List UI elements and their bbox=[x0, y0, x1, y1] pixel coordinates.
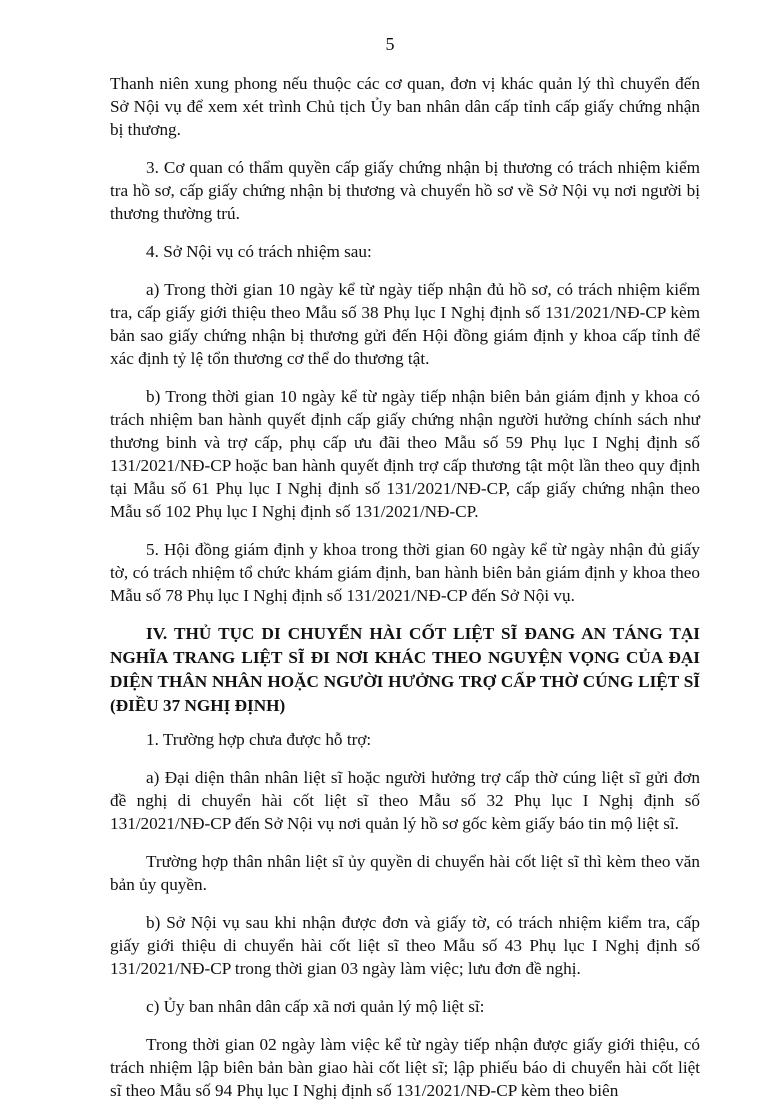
page-number: 5 bbox=[385, 34, 395, 54]
paragraph-continuation: Thanh niên xung phong nếu thuộc các cơ quan, đơn vị khác quản lý thì chuyển đến Sở Nội vụ để xem xét trình Chủ tịch Ủy ban nhân dân cấp tỉnh cấp giấy chứng nhận bị thương. bbox=[110, 74, 700, 139]
paragraph-item-3: 3. Cơ quan có thẩm quyền cấp giấy chứng nhận bị thương có trách nhiệm kiểm tra hồ sơ, cấp giấy chứng nhận bị thương và chuyển hồ sơ về Sở Nội vụ nơi người bị thương thường trú. bbox=[110, 158, 700, 223]
section-heading: IV. THỦ TỤC DI CHUYỂN HÀI CỐT LIỆT SĨ ĐANG AN TÁNG TẠI NGHĨA TRANG LIỆT SĨ ĐI NƠI KHÁC THEO NGUYỆN VỌNG CỦA ĐẠI DIỆN THÂN NHÂN HOẶC NGƯỜI HƯỞNG TRỢ CẤP THỜ CÚNG LIỆT SĨ (ĐIỀU 37 NGHỊ ĐỊNH) bbox=[110, 624, 700, 715]
paragraph-item-4a: a) Trong thời gian 10 ngày kể từ ngày tiếp nhận đủ hồ sơ, có trách nhiệm kiểm tra, cấp giấy giới thiệu theo Mẫu số 38 Phụ lục I Nghị định số 131/2021/NĐ-CP kèm bản sao giấy chứng nhận bị thương gửi đến Hội đồng giám định y khoa cấp tỉnh để xác định tỷ lệ tổn thương cơ thể do thương tật. bbox=[110, 280, 700, 368]
paragraph-authorization: Trường hợp thân nhân liệt sĩ ủy quyền di chuyển hài cốt liệt sĩ thì kèm theo văn bản ủy quyền. bbox=[110, 852, 700, 894]
paragraph-item-1: 1. Trường hợp chưa được hỗ trợ: bbox=[146, 730, 372, 749]
paragraph-item-4b: b) Trong thời gian 10 ngày kể từ ngày tiếp nhận biên bản giám định y khoa có trách nhiệm ban hành quyết định cấp giấy chứng nhận người hưởng chính sách như thương binh và trợ cấp, phụ cấp ưu đãi theo Mẫu số 59 Phụ lục I Nghị định số 131/2021/NĐ-CP hoặc ban hành quyết định trợ cấp thương tật một lần theo quy định tại Mẫu số 61 Phụ lục I Nghị định số 131/2021/NĐ-CP, cấp giấy chứng nhận theo Mẫu số 102 Phụ lục I Nghị định số 131/2021/NĐ-CP. bbox=[110, 387, 700, 521]
paragraph-item-1b: b) Sở Nội vụ sau khi nhận được đơn và giấy tờ, có trách nhiệm kiểm tra, cấp giấy giới thiệu di chuyển hài cốt liệt sĩ theo Mẫu số 43 Phụ lục I Nghị định số 131/2021/NĐ-CP trong thời gian 03 ngày làm việc; lưu đơn đề nghị. bbox=[110, 913, 700, 978]
paragraph-item-1c: c) Ủy ban nhân dân cấp xã nơi quản lý mộ liệt sĩ: bbox=[146, 997, 485, 1016]
paragraph-item-1c-detail: Trong thời gian 02 ngày làm việc kể từ ngày tiếp nhận được giấy giới thiệu, có trách nhiệm lập biên bản bàn giao hài cốt liệt sĩ; lập phiếu báo di chuyển hài cốt liệt sĩ theo Mẫu số 94 Phụ lục I Nghị định số 131/2021/NĐ-CP kèm theo biên bbox=[110, 1035, 700, 1100]
paragraph-item-4: 4. Sở Nội vụ có trách nhiệm sau: bbox=[146, 242, 372, 261]
paragraph-item-5: 5. Hội đồng giám định y khoa trong thời gian 60 ngày kể từ ngày nhận đủ giấy tờ, có trách nhiệm tổ chức khám giám định, ban hành biên bản giám định y khoa theo Mẫu số 78 Phụ lục I Nghị định số 131/2021/NĐ-CP đến Sở Nội vụ. bbox=[110, 540, 700, 605]
paragraph-item-1a: a) Đại diện thân nhân liệt sĩ hoặc người hưởng trợ cấp thờ cúng liệt sĩ gửi đơn đề nghị di chuyển hài cốt liệt sĩ theo Mẫu số 32 Phụ lục I Nghị định số 131/2021/NĐ-CP đến Sở Nội vụ nơi quản lý hồ sơ gốc kèm giấy báo tin mộ liệt sĩ. bbox=[110, 768, 700, 833]
document-body bbox=[110, 72, 700, 1117]
